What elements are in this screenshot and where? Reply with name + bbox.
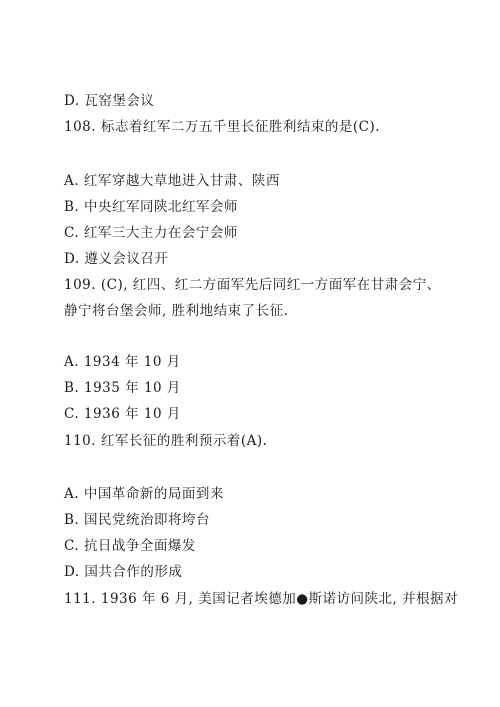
option-d-108: D. 遵义会议召开 xyxy=(64,251,169,267)
option-d-107: D. 瓦窑堡会议 xyxy=(64,93,155,109)
option-c-108: C. 红军三大主力在会宁会师 xyxy=(64,225,238,241)
question-110: 110. 红军长征的胜利预示着(A). xyxy=(64,433,268,449)
option-b-110: B. 国民党统治即将垮台 xyxy=(64,512,211,528)
option-a-109: A. 1934 年 10 月 xyxy=(64,354,181,370)
option-b-108: B. 中央红军同陕北红军会师 xyxy=(64,199,239,215)
question-109: 109. (C), 红四、红二方面军先后同红一方面军在甘肃会宁、静宁将台堡会师, 胜利地结束了长征. xyxy=(64,277,441,319)
option-a-110: A. 中国革命新的局面到来 xyxy=(64,486,224,502)
option-b-109: B. 1935 年 10 月 xyxy=(64,380,181,396)
question-108: 108. 标志着红军二万五千里长征胜利结束的是(C). xyxy=(64,119,381,135)
option-d-110: D. 国共合作的形成 xyxy=(64,564,183,580)
question-111: 111. 1936 年 6 月, 美国记者埃德加●斯诺访问陕北, 并根据对 xyxy=(64,591,459,607)
option-c-110: C. 抗日战争全面爆发 xyxy=(64,538,196,554)
option-c-109: C. 1936 年 10 月 xyxy=(64,406,181,422)
option-a-108: A. 红军穿越大草地进入甘肃、陕西 xyxy=(64,173,280,189)
